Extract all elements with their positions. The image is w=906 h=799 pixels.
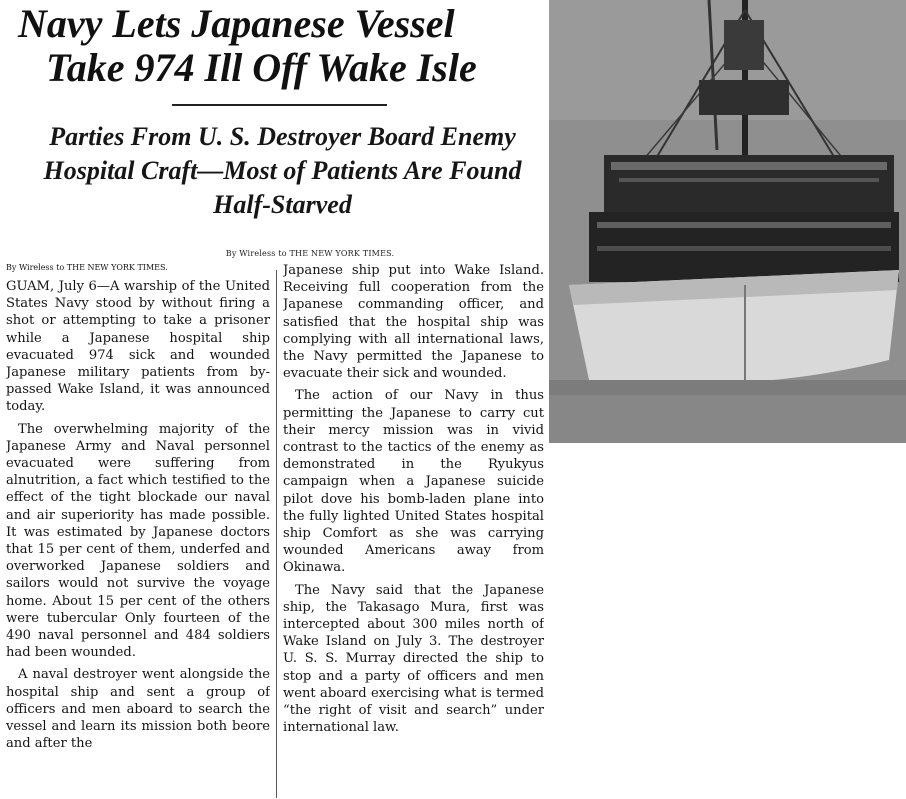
column-2: [283, 262, 544, 799]
paragraph: Japanese ship put into Wake Island. Receiving full cooperation from the Japanese commanding officer, and satisfied that the hospital ship was complying with all international laws, the Navy permitted the Japanese to evacuate their sick and wounded.: [283, 263, 544, 382]
article-body: [6, 262, 546, 799]
headline-line-1: Navy Lets Japanese Vessel: [18, 1, 455, 46]
ship-photo: [549, 0, 906, 443]
column-credit: By Wireless to THE NEW YORK TIMES.: [6, 263, 168, 272]
paragraph: The Navy said that the Japanese ship, the Takasago Mura, first was intercepted about 300 miles north of Wake Island on July 3. The destroyer U. S. S. Murray directed the ship to stop and a party of officers and men went aboard exercising what is termed “the right of visit and search” under international law.: [283, 582, 544, 736]
paragraph: The action of our Navy in thus permitting the Japanese to carry cut their mercy mission was in vivid contrast to the tactics of the enemy as demonstrated in the Ryukyus campaign when a Japanese suicide pilot dove his bomb-laden plane into the fully lighted United States hospital ship Comfort as she was carrying wounded Americans away from Okinawa.: [283, 388, 544, 576]
headline-divider: [172, 104, 387, 106]
subheadline-deck: Parties From U. S. Destroyer Board Enemy Hospital Craft—Most of Patients Are Found Half-Starved: [43, 122, 522, 219]
headline: [18, 2, 543, 90]
paragraph: GUAM, July 6—A warship of the United States Navy stood by without firing a shot or attempting to take a prisoner while a Japanese hospital ship evacuated 974 sick and wounded Japanese military patients from by-passed Wake Island, it was announced today.: [6, 279, 270, 415]
hospital-ship-image: [549, 0, 906, 443]
wire-credit: By Wireless to THE NEW YORK TIMES.: [225, 249, 395, 258]
column-1: [6, 262, 270, 799]
paragraph: The overwhelming majority of the Japanese Army and Naval personnel evacuated were suffering from alnutrition, a fact which testified to the effect of the tight blockade our naval and air superiority has made possible. It was estimated by Japanese doctors that 15 per cent of them, underfed and overworked Japanese soldiers and sailors would not survive the voyage home. About 15 per cent of the others were tubercular Only fourteen of the 490 naval personnel and 484 soldiers had been wounded.: [6, 421, 270, 661]
column-divider: [276, 270, 277, 798]
paragraph: A naval destroyer went alongside the hospital ship and sent a group of officers and men aboard to search the vessel and learn its mission both beore and after the: [6, 667, 270, 752]
headline-line-2: Take 974 Ill Off Wake Isle: [46, 45, 477, 90]
